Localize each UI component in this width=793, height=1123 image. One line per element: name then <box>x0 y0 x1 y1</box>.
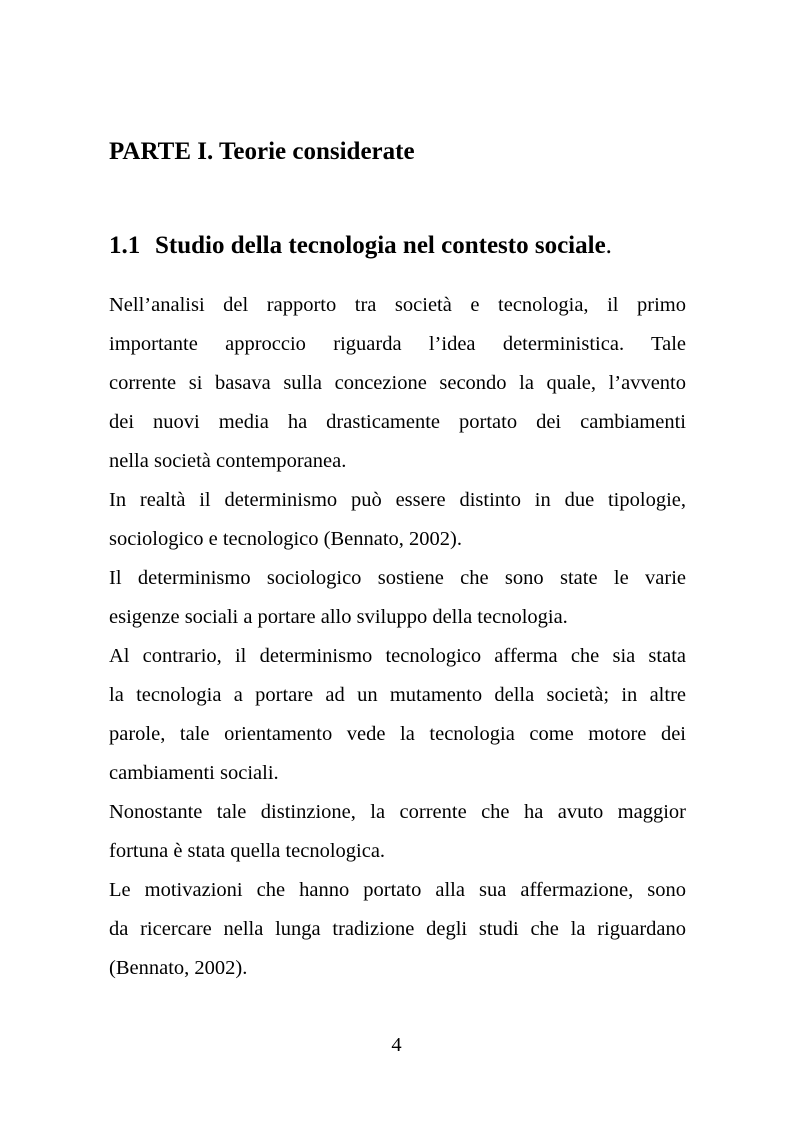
text-line: fortuna è stata quella tecnologica. <box>109 840 386 862</box>
section-trailing-period: . <box>605 232 612 259</box>
text-line: Le motivazioni che hanno portato alla sua affermazione, sono <box>109 879 686 901</box>
text-line: dei nuovi media ha drasticamente portato dei cambiamenti <box>109 411 686 433</box>
text-line: parole, tale orientamento vede la tecnologia come motore dei <box>109 723 686 745</box>
text-line: sociologico e tecnologico (Bennato, 2002). <box>109 528 462 550</box>
text-line: Il determinismo sociologico sostiene che sono state le varie <box>109 567 686 589</box>
text-line: importante approccio riguarda l’idea deterministica. Tale <box>109 333 686 355</box>
text-line: corrente si basava sulla concezione secondo la quale, l’avvento <box>109 372 686 394</box>
text-line: la tecnologia a portare ad un mutamento della società; in altre <box>109 684 686 706</box>
text-line: Nell’analisi del rapporto tra società e tecnologia, il primo <box>109 294 686 316</box>
page-number: 4 <box>391 1034 402 1056</box>
section-number: 1.1 <box>109 232 141 259</box>
part-title: PARTE I. Teorie considerate <box>109 138 415 165</box>
section-heading <box>109 228 709 264</box>
body-text <box>109 286 686 988</box>
text-line: cambiamenti sociali. <box>109 762 279 784</box>
text-line: da ricercare nella lunga tradizione degli studi che la riguardano <box>109 918 686 940</box>
text-line: Al contrario, il determinismo tecnologico afferma che sia stata <box>109 645 686 667</box>
section-title: Studio della tecnologia nel contesto sociale <box>155 232 606 259</box>
text-line: (Bennato, 2002). <box>109 957 248 979</box>
text-line: In realtà il determinismo può essere distinto in due tipologie, <box>109 489 686 511</box>
text-line: Nonostante tale distinzione, la corrente che ha avuto maggior <box>109 801 686 823</box>
text-line: nella società contemporanea. <box>109 450 347 472</box>
text-line: esigenze sociali a portare allo sviluppo della tecnologia. <box>109 606 568 628</box>
